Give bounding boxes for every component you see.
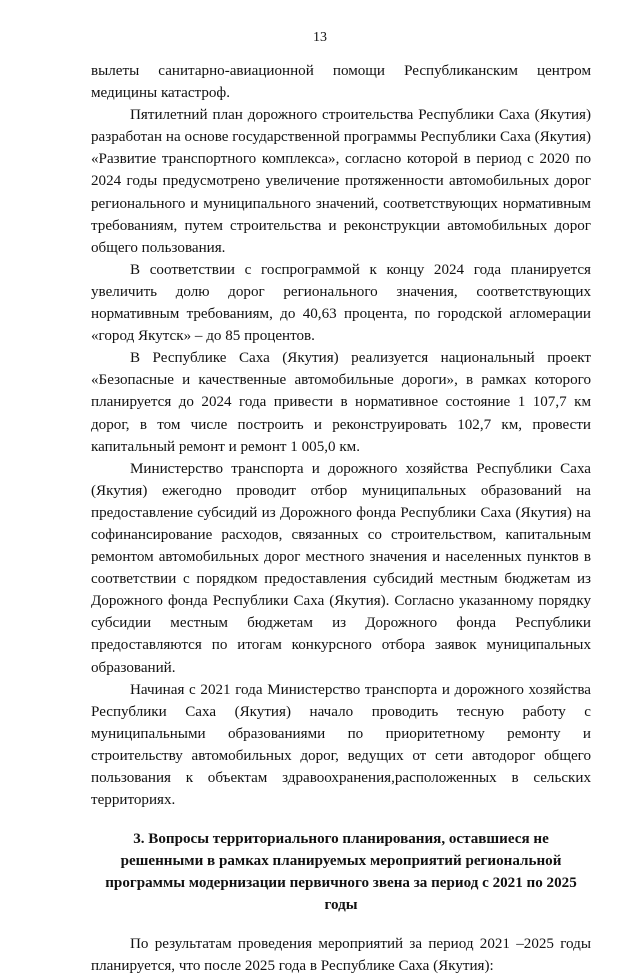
paragraph-road-plan: Пятилетний план дорожного строительства Республики Саха (Якутия) разработан на основе государственной программы Республики Саха (Якутия) «Развитие транспортного комплекса», согласно которой в период с 2020 по 2024 годы предусмотрено увеличение протяженности автомобильных дорог регионального и муниципального значений, соответствующих нормативным требованиям, путем строительства и реконструкции автомобильных дорог общего пользования.: [91, 107, 591, 256]
paragraph-results: По результатам проведения мероприятий за период 2021 –2025 годы планируется, что после 2025 года в Республике Саха (Якутия):: [91, 935, 591, 974]
paragraph-continuation: вылеты санитарно-авиационной помощи Республиканским центром медицины катастроф.: [91, 63, 591, 102]
page-number: 13: [313, 30, 327, 45]
paragraph-state-program-target: В соответствии с госпрограммой к концу 2024 года планируется увеличить долю дорог регионального значения, соответствующих нормативным требованиям, до 40,63 процента, по городской агломерации «город Якутск» – до 85 процентов.: [91, 261, 591, 345]
paragraph-ministry-subsidies: Министерство транспорта и дорожного хозяйства Республики Саха (Якутия) ежегодно проводит отбор муниципальных образований на предоставление субсидий из Дорожного фонда Республики Саха (Якутия) на софинансирование расходов, связанных со строительством, капитальным ремонтом автомобильных дорог местного значения и населенных пунктов в соответствии с порядком предоставления субсидий местным бюджетам из Дорожного фонда Республики Саха (Якутия). Согласно указанному порядку субсидии местным бюджетам из Дорожного фонда Республики предоставляются по итогам конкурсного отбора заявок муниципальных образований.: [91, 460, 591, 676]
paragraph-ministry-2021: Начиная с 2021 года Министерство транспорта и дорожного хозяйства Республики Саха (Якутия) начало проводить тесную работу с муниципальными образованиями по приоритетному ремонту и строительству автомобильных дорог, ведущих от сети автодорог общего пользования к объектам здравоохранения,расположенных в сельских территориях.: [91, 681, 591, 809]
section-heading: 3. Вопросы территориального планирования, оставшиеся не решенными в рамках планируемых мероприятий региональной программы модернизации первичного звена за период с 2021 по 2025 годы: [105, 831, 577, 914]
paragraph-national-project: В Республике Саха (Якутия) реализуется национальный проект «Безопасные и качественные автомобильные дороги», в рамках которого планируется до 2024 года привести в нормативное состояние 1 107,7 км дорог, в том числе построить и реконструировать 102,7 км, провести капитальный ремонт и ремонт 1 005,0 км.: [91, 350, 591, 455]
document-body: [91, 60, 591, 977]
